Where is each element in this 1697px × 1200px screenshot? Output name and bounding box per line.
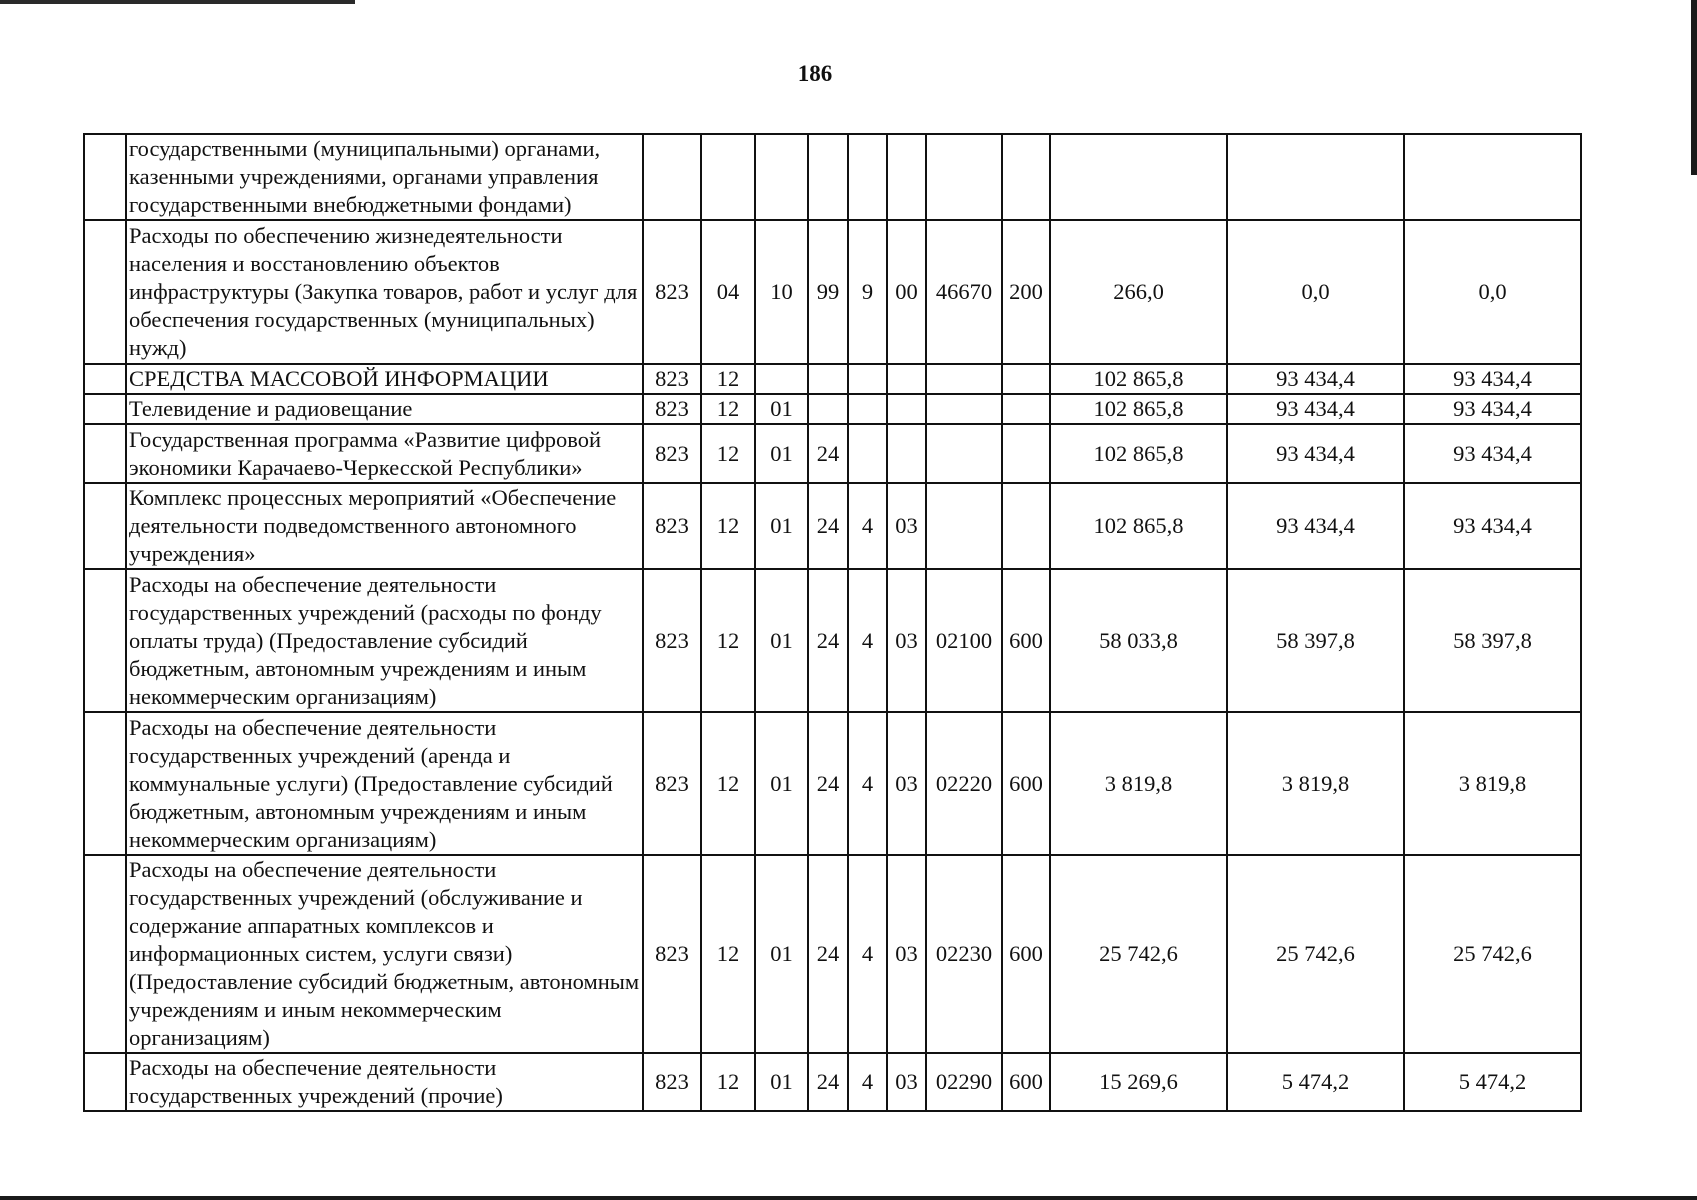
bottom-scan-rule bbox=[0, 1196, 1697, 1200]
row-index-cell bbox=[84, 712, 126, 855]
amount-year-2: 93 434,4 bbox=[1227, 424, 1404, 483]
code-subsection: 01 bbox=[755, 1053, 808, 1111]
row-index-cell bbox=[84, 1053, 126, 1111]
code-program bbox=[808, 394, 848, 424]
item-name: Телевидение и радиовещание bbox=[126, 394, 643, 424]
code-direction: 46670 bbox=[926, 220, 1002, 364]
code-subsection: 01 bbox=[755, 394, 808, 424]
table-row bbox=[84, 220, 1581, 364]
amount-year-2: 25 742,6 bbox=[1227, 855, 1404, 1053]
row-index-cell bbox=[84, 569, 126, 712]
top-scan-rule bbox=[0, 0, 355, 4]
code-activity: 00 bbox=[887, 220, 926, 364]
code-expense-type bbox=[1002, 394, 1050, 424]
code-expense-type: 600 bbox=[1002, 1053, 1050, 1111]
amount-year-3: 93 434,4 bbox=[1404, 483, 1581, 569]
item-name: Расходы на обеспечение деятельности государственных учреждений (прочие) bbox=[126, 1053, 643, 1111]
code-activity bbox=[887, 364, 926, 394]
code-section: 12 bbox=[701, 1053, 755, 1111]
code-program: 24 bbox=[808, 569, 848, 712]
amount-year-2: 0,0 bbox=[1227, 220, 1404, 364]
code-program: 24 bbox=[808, 483, 848, 569]
amount-year-1: 102 865,8 bbox=[1050, 483, 1227, 569]
amount-year-1: 102 865,8 bbox=[1050, 394, 1227, 424]
code-section: 12 bbox=[701, 364, 755, 394]
code-subprogram bbox=[848, 424, 887, 483]
code-direction: 02220 bbox=[926, 712, 1002, 855]
row-index-cell bbox=[84, 855, 126, 1053]
code-activity: 03 bbox=[887, 483, 926, 569]
code-subsection: 01 bbox=[755, 712, 808, 855]
item-name: Расходы на обеспечение деятельности государственных учреждений (обслуживание и содержание аппаратных комплексов и информационных систем, услуги связи) (Предоставление субсидий бюджетным, автономным учреждениям и иным некоммерческим организациям) bbox=[126, 855, 643, 1053]
amount-year-2: 93 434,4 bbox=[1227, 364, 1404, 394]
item-name: Расходы на обеспечение деятельности государственных учреждений (расходы по фонду оплаты труда) (Предоставление субсидий бюджетным, автономным учреждениям и иным некоммерческим организациям) bbox=[126, 569, 643, 712]
row-index-cell bbox=[84, 364, 126, 394]
amount-year-3: 5 474,2 bbox=[1404, 1053, 1581, 1111]
table-row bbox=[84, 134, 1581, 220]
code-activity: 03 bbox=[887, 1053, 926, 1111]
code-section: 12 bbox=[701, 569, 755, 712]
code-expense-type: 600 bbox=[1002, 855, 1050, 1053]
amount-year-2: 3 819,8 bbox=[1227, 712, 1404, 855]
code-section: 12 bbox=[701, 424, 755, 483]
row-index-cell bbox=[84, 394, 126, 424]
code-subsection bbox=[755, 134, 808, 220]
amount-year-3: 93 434,4 bbox=[1404, 424, 1581, 483]
amount-year-2: 93 434,4 bbox=[1227, 394, 1404, 424]
code-subsection: 10 bbox=[755, 220, 808, 364]
item-name: Комплекс процессных мероприятий «Обеспечение деятельности подведомственного автономного учреждения» bbox=[126, 483, 643, 569]
code-activity: 03 bbox=[887, 569, 926, 712]
budget-table bbox=[83, 133, 1582, 1112]
code-ministry: 823 bbox=[643, 712, 701, 855]
table-row bbox=[84, 424, 1581, 483]
code-section: 12 bbox=[701, 712, 755, 855]
code-subprogram: 4 bbox=[848, 712, 887, 855]
table-row bbox=[84, 712, 1581, 855]
amount-year-3: 58 397,8 bbox=[1404, 569, 1581, 712]
code-subprogram: 4 bbox=[848, 569, 887, 712]
code-ministry bbox=[643, 134, 701, 220]
item-name: Расходы на обеспечение деятельности государственных учреждений (аренда и коммунальные услуги) (Предоставление субсидий бюджетным, автономным учреждениям и иным некоммерческим организациям) bbox=[126, 712, 643, 855]
code-program: 24 bbox=[808, 712, 848, 855]
code-direction: 02230 bbox=[926, 855, 1002, 1053]
code-subsection: 01 bbox=[755, 569, 808, 712]
amount-year-3: 3 819,8 bbox=[1404, 712, 1581, 855]
code-program bbox=[808, 364, 848, 394]
code-direction: 02100 bbox=[926, 569, 1002, 712]
code-program bbox=[808, 134, 848, 220]
code-ministry: 823 bbox=[643, 364, 701, 394]
code-direction bbox=[926, 483, 1002, 569]
amount-year-1: 102 865,8 bbox=[1050, 364, 1227, 394]
amount-year-2: 93 434,4 bbox=[1227, 483, 1404, 569]
code-ministry: 823 bbox=[643, 569, 701, 712]
code-subsection: 01 bbox=[755, 424, 808, 483]
code-expense-type bbox=[1002, 483, 1050, 569]
code-direction: 02290 bbox=[926, 1053, 1002, 1111]
code-subprogram: 9 bbox=[848, 220, 887, 364]
code-subsection: 01 bbox=[755, 483, 808, 569]
code-program: 99 bbox=[808, 220, 848, 364]
code-expense-type bbox=[1002, 364, 1050, 394]
amount-year-1: 15 269,6 bbox=[1050, 1053, 1227, 1111]
amount-year-1: 3 819,8 bbox=[1050, 712, 1227, 855]
code-subsection: 01 bbox=[755, 855, 808, 1053]
code-program: 24 bbox=[808, 855, 848, 1053]
code-program: 24 bbox=[808, 424, 848, 483]
code-ministry: 823 bbox=[643, 855, 701, 1053]
amount-year-2: 58 397,8 bbox=[1227, 569, 1404, 712]
row-index-cell bbox=[84, 134, 126, 220]
amount-year-3: 93 434,4 bbox=[1404, 364, 1581, 394]
amount-year-1 bbox=[1050, 134, 1227, 220]
amount-year-1: 266,0 bbox=[1050, 220, 1227, 364]
table-row bbox=[84, 394, 1581, 424]
amount-year-1: 102 865,8 bbox=[1050, 424, 1227, 483]
table-row bbox=[84, 569, 1581, 712]
item-name: Государственная программа «Развитие цифровой экономики Карачаево-Черкесской Республики» bbox=[126, 424, 643, 483]
code-expense-type bbox=[1002, 424, 1050, 483]
code-section: 12 bbox=[701, 483, 755, 569]
code-program: 24 bbox=[808, 1053, 848, 1111]
amount-year-1: 58 033,8 bbox=[1050, 569, 1227, 712]
page-number: 186 bbox=[797, 61, 833, 86]
code-subsection bbox=[755, 364, 808, 394]
code-direction bbox=[926, 364, 1002, 394]
code-activity bbox=[887, 134, 926, 220]
code-subprogram: 4 bbox=[848, 483, 887, 569]
code-activity: 03 bbox=[887, 855, 926, 1053]
code-section bbox=[701, 134, 755, 220]
code-expense-type: 600 bbox=[1002, 712, 1050, 855]
code-expense-type: 600 bbox=[1002, 569, 1050, 712]
amount-year-3: 25 742,6 bbox=[1404, 855, 1581, 1053]
code-subprogram bbox=[848, 364, 887, 394]
code-section: 04 bbox=[701, 220, 755, 364]
code-subprogram bbox=[848, 394, 887, 424]
code-subprogram bbox=[848, 134, 887, 220]
code-activity: 03 bbox=[887, 712, 926, 855]
code-expense-type bbox=[1002, 134, 1050, 220]
code-section: 12 bbox=[701, 855, 755, 1053]
right-scan-edge bbox=[1691, 0, 1697, 175]
table-row bbox=[84, 855, 1581, 1053]
amount-year-1: 25 742,6 bbox=[1050, 855, 1227, 1053]
amount-year-3: 93 434,4 bbox=[1404, 394, 1581, 424]
code-ministry: 823 bbox=[643, 483, 701, 569]
code-direction bbox=[926, 424, 1002, 483]
code-ministry: 823 bbox=[643, 220, 701, 364]
code-ministry: 823 bbox=[643, 1053, 701, 1111]
code-section: 12 bbox=[701, 394, 755, 424]
amount-year-3 bbox=[1404, 134, 1581, 220]
code-activity bbox=[887, 424, 926, 483]
amount-year-2: 5 474,2 bbox=[1227, 1053, 1404, 1111]
item-name: Расходы по обеспечению жизнедеятельности населения и восстановлению объектов инфраструктуры (Закупка товаров, работ и услуг для обеспечения государственных (муниципальных) нужд) bbox=[126, 220, 643, 364]
row-index-cell bbox=[84, 483, 126, 569]
code-ministry: 823 bbox=[643, 394, 701, 424]
table-row bbox=[84, 1053, 1581, 1111]
item-name: государственными (муниципальными) органами, казенными учреждениями, органами управления государственными внебюджетными фондами) bbox=[126, 134, 643, 220]
code-subprogram: 4 bbox=[848, 1053, 887, 1111]
code-direction bbox=[926, 134, 1002, 220]
item-name: СРЕДСТВА МАССОВОЙ ИНФОРМАЦИИ bbox=[126, 364, 643, 394]
row-index-cell bbox=[84, 424, 126, 483]
amount-year-3: 0,0 bbox=[1404, 220, 1581, 364]
table-row bbox=[84, 483, 1581, 569]
table-row bbox=[84, 364, 1581, 394]
row-index-cell bbox=[84, 220, 126, 364]
code-subprogram: 4 bbox=[848, 855, 887, 1053]
code-activity bbox=[887, 394, 926, 424]
amount-year-2 bbox=[1227, 134, 1404, 220]
code-direction bbox=[926, 394, 1002, 424]
code-expense-type: 200 bbox=[1002, 220, 1050, 364]
code-ministry: 823 bbox=[643, 424, 701, 483]
